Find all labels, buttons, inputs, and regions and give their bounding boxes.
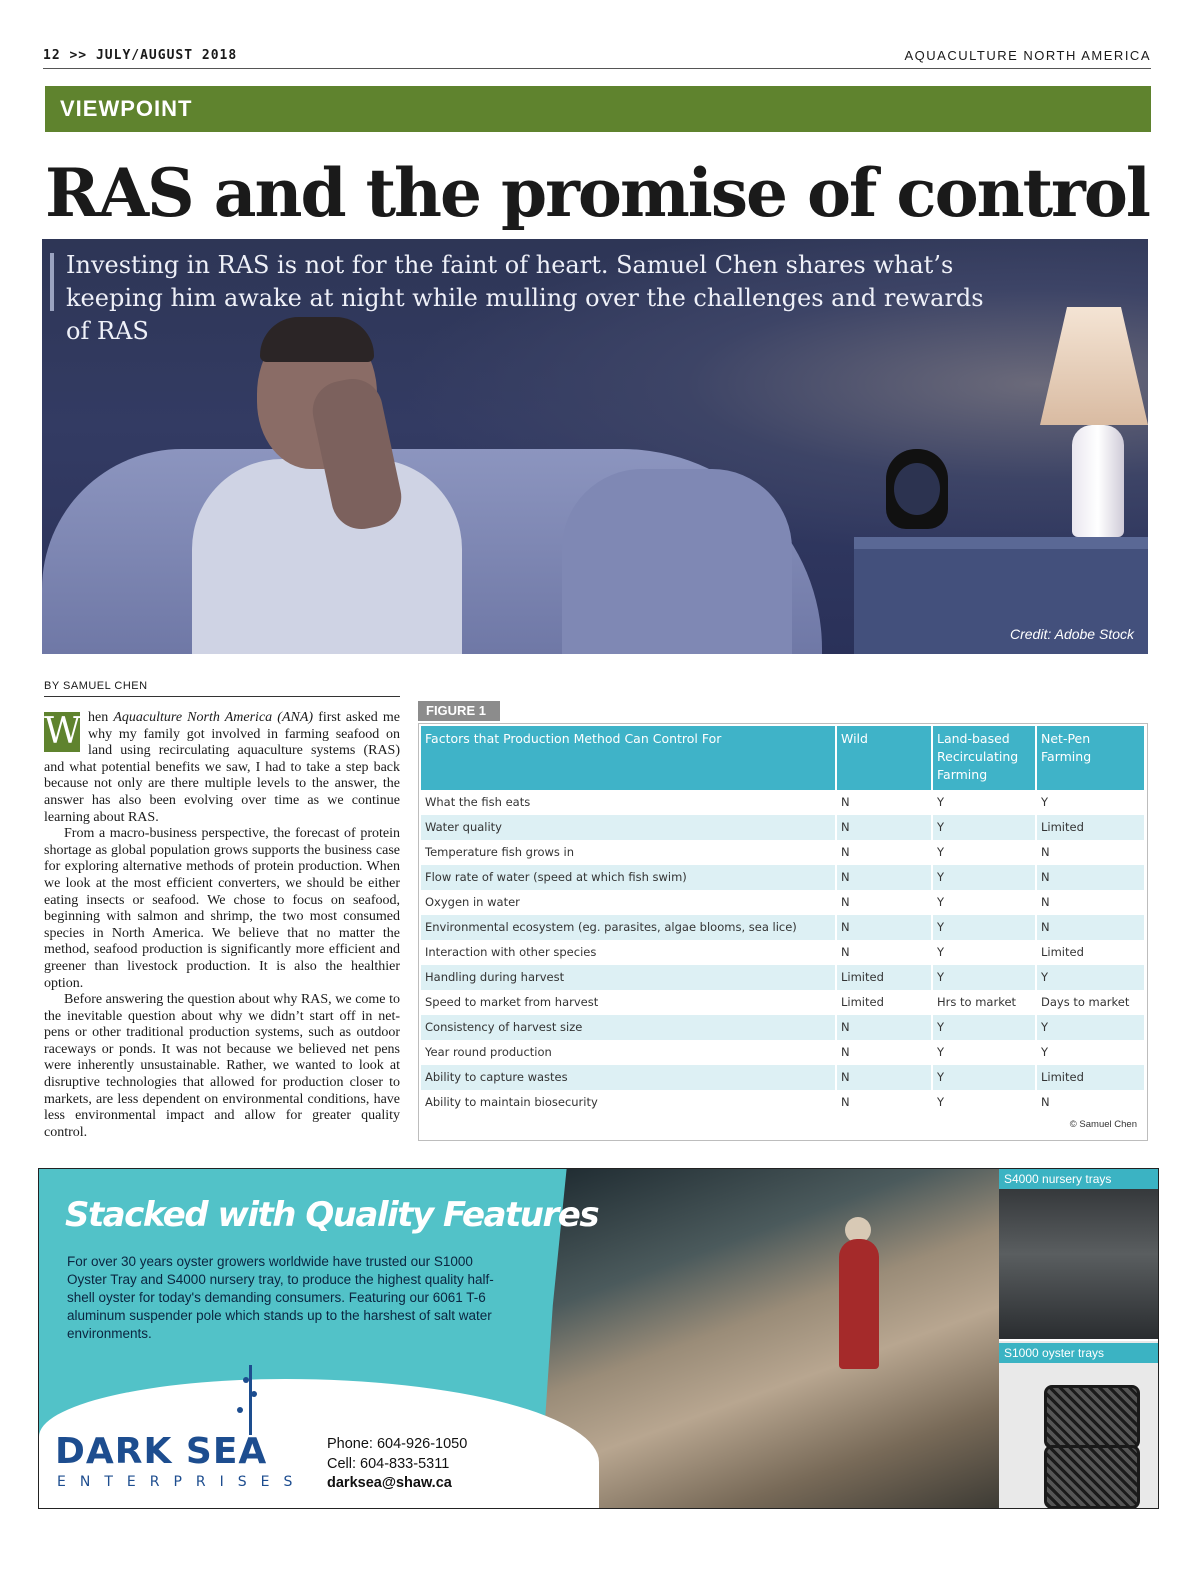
table-cell: Y bbox=[937, 895, 945, 909]
oyster-boat-photo bbox=[539, 1169, 999, 1509]
table-cell: Consistency of harvest size bbox=[421, 1015, 835, 1040]
table-cell: What the fish eats bbox=[425, 795, 531, 809]
table-cell: N bbox=[1037, 915, 1144, 940]
table-row bbox=[421, 790, 1144, 815]
table-header-row bbox=[421, 726, 1144, 790]
table-row bbox=[421, 1015, 1144, 1040]
figure-tag: FIGURE 1 bbox=[418, 701, 500, 721]
table-cell: Y bbox=[937, 795, 945, 809]
table-cell: N bbox=[841, 895, 850, 909]
hero-photo bbox=[42, 239, 1148, 654]
table-cell: Flow rate of water (speed at which fish swim) bbox=[421, 865, 835, 890]
table-cell: N bbox=[841, 1045, 850, 1059]
table-cell: Y bbox=[1037, 1015, 1144, 1040]
table-cell: Y bbox=[933, 915, 1035, 940]
column-header: Wild bbox=[837, 726, 931, 790]
figure-table-box bbox=[418, 723, 1148, 1141]
table-cell: Y bbox=[937, 945, 945, 959]
oyster-trays-label: S1000 oyster trays bbox=[999, 1343, 1159, 1363]
table-cell: N bbox=[841, 1095, 850, 1109]
column-header: Net-Pen Farming bbox=[1037, 726, 1144, 790]
clock-face bbox=[894, 463, 940, 515]
section-banner bbox=[45, 86, 1151, 132]
table-cell: Limited bbox=[1037, 1065, 1144, 1090]
table-cell: Y bbox=[933, 1015, 1035, 1040]
table-cell: N bbox=[1041, 895, 1050, 909]
article-deck: Investing in RAS is not for the faint of heart. Samuel Chen shares what’s keeping him awake at night while mulling over the challenges and rewards of RAS bbox=[66, 251, 984, 345]
logo-dot-icon bbox=[243, 1377, 249, 1383]
publication-reference: Aquaculture North America (ANA) bbox=[113, 710, 314, 725]
dropcap: W bbox=[44, 711, 82, 752]
nursery-trays-photo bbox=[999, 1169, 1159, 1339]
table-row bbox=[421, 840, 1144, 865]
table-cell: Y bbox=[1041, 1045, 1049, 1059]
table-cell: Days to market bbox=[1041, 995, 1130, 1009]
product-panel bbox=[999, 1169, 1159, 1509]
table-cell: N bbox=[841, 795, 850, 809]
table-cell: N bbox=[1041, 1095, 1050, 1109]
table-cell: N bbox=[841, 845, 850, 859]
man-body-shape bbox=[192, 459, 462, 654]
table-cell: Handling during harvest bbox=[421, 965, 835, 990]
table-row bbox=[421, 1090, 1144, 1115]
table-cell: N bbox=[837, 865, 931, 890]
figure-credit: © Samuel Chen bbox=[1069, 1119, 1137, 1130]
email-address: darksea@shaw.ca bbox=[327, 1475, 452, 1491]
company-logo: DARK SEA bbox=[55, 1431, 268, 1472]
table-cell: N bbox=[837, 1065, 931, 1090]
table-cell: Interaction with other species bbox=[425, 945, 597, 959]
table-row bbox=[421, 940, 1144, 965]
company-logo-subtitle: ENTERPRISES bbox=[57, 1474, 307, 1490]
table-cell: Y bbox=[937, 845, 945, 859]
oyster-trays-photo bbox=[999, 1341, 1159, 1509]
nursery-trays-label: S4000 nursery trays bbox=[999, 1169, 1159, 1189]
advertisement bbox=[38, 1168, 1159, 1509]
table-row bbox=[421, 865, 1144, 890]
cell-number: Cell: 604-833-5311 bbox=[327, 1455, 450, 1472]
phone-number: Phone: 604-926-1050 bbox=[327, 1436, 468, 1452]
table-cell: Y bbox=[933, 1065, 1035, 1090]
worker-shape bbox=[839, 1239, 879, 1369]
table-cell: Y bbox=[933, 865, 1035, 890]
comparison-table bbox=[419, 726, 1146, 1115]
table-cell: Oxygen in water bbox=[425, 895, 520, 909]
logo-dot-icon bbox=[251, 1391, 257, 1397]
section-label: VIEWPOINT bbox=[60, 96, 193, 121]
table-row bbox=[421, 1040, 1144, 1065]
table-cell: Limited bbox=[1041, 945, 1084, 959]
table-cell: Limited bbox=[837, 965, 931, 990]
publication-name: AQUACULTURE NORTH AMERICA bbox=[904, 48, 1151, 63]
logo-mast-icon bbox=[249, 1365, 252, 1435]
table-cell: Y bbox=[937, 1095, 945, 1109]
page-header bbox=[43, 48, 1151, 69]
deck-rule bbox=[50, 253, 54, 311]
table-row bbox=[421, 890, 1144, 915]
table-cell: N bbox=[841, 945, 850, 959]
paragraph-1-rest: first asked me why my family got involved in farming seafood on land using recirculating aquaculture systems (RAS) and what potential benefits we saw, I had to take a step back because not only are there multiple levels to the answer, the answer has also been evolving over time as we continue learning about RAS. bbox=[44, 710, 401, 825]
table-cell: Y bbox=[933, 965, 1035, 990]
article-body bbox=[44, 710, 400, 1141]
column-header: Factors that Production Method Can Control For bbox=[421, 726, 835, 790]
article-headline: RAS and the promise of control bbox=[45, 154, 1149, 232]
table-cell: Ability to maintain biosecurity bbox=[425, 1095, 598, 1109]
ad-title: Stacked with Quality Features bbox=[65, 1195, 599, 1235]
column-header: Land-based Recirculating Farming bbox=[933, 726, 1035, 790]
ad-copy: For over 30 years oyster growers worldwide have trusted our S1000 Oyster Tray and S4000 nursery tray, to produce the highest quality half-shell oyster for today's demanding consumers. Featuring our 6061 T-6 aluminum suspender pole which stands up to the harshest of salt water environments. bbox=[67, 1254, 494, 1341]
table-row bbox=[421, 1065, 1144, 1090]
table-cell: Temperature fish grows in bbox=[425, 845, 575, 859]
paragraph-1-start: hen bbox=[88, 710, 114, 725]
photo-credit: Credit: Adobe Stock bbox=[1010, 626, 1134, 642]
byline: BY SAMUEL CHEN bbox=[44, 680, 400, 697]
paragraph-2: From a macro-business perspective, the forecast of protein shortage as global population grows supports the business case for exploring alternative methods of protein production. When we look at the most efficient converters, we should be either eating insects or seafood. We chose to focus on seafood, beginning with salmon and shrimp, the two most consumed species in North America. We believe that no matter the method, seafood production is significantly more efficient and greener than livestock production. It is also the healthier option. bbox=[44, 826, 400, 991]
table-cell: N bbox=[837, 1015, 931, 1040]
table-cell: Water quality bbox=[421, 815, 835, 840]
table-cell: Hrs to market bbox=[937, 995, 1017, 1009]
sofa-arm-shape bbox=[562, 469, 792, 654]
table-row bbox=[421, 990, 1144, 1015]
oyster-tray-icon bbox=[1044, 1445, 1140, 1509]
table-cell: Y bbox=[1041, 795, 1049, 809]
table-row bbox=[421, 815, 1144, 840]
table-cell: N bbox=[837, 915, 931, 940]
lamp-shade bbox=[1040, 307, 1148, 425]
logo-dot-icon bbox=[237, 1407, 243, 1413]
table-cell: Y bbox=[937, 1045, 945, 1059]
table-cell: N bbox=[837, 815, 931, 840]
table-cell: Year round production bbox=[425, 1045, 552, 1059]
table-row bbox=[421, 915, 1144, 940]
table-cell: Limited bbox=[1037, 815, 1144, 840]
oyster-tray-icon bbox=[1044, 1385, 1140, 1449]
page-folio: 12 >> JULY/AUGUST 2018 bbox=[43, 48, 238, 63]
table-cell: Ability to capture wastes bbox=[421, 1065, 835, 1090]
table-cell: Speed to market from harvest bbox=[425, 995, 599, 1009]
table-cell: Limited bbox=[841, 995, 884, 1009]
table-cell: Y bbox=[1037, 965, 1144, 990]
paragraph-1 bbox=[44, 710, 400, 826]
table-cell: N bbox=[1041, 845, 1050, 859]
paragraph-3: Before answering the question about why RAS, we come to the inevitable question about why we didn’t start off in net-pens or other traditional production systems, such as outdoor raceways or ponds. It was not because we believed net pens were inherently unsustainable. Rather, we wanted to look at disruptive technologies that allowed for production closer to markets, are less dependent on environmental conditions, have less environmental impact and allow for greater quality control. bbox=[44, 992, 400, 1140]
table-row bbox=[421, 965, 1144, 990]
table-cell: N bbox=[1037, 865, 1144, 890]
table-cell: Environmental ecosystem (eg. parasites, algae blooms, sea lice) bbox=[421, 915, 835, 940]
lamp-base bbox=[1072, 425, 1124, 537]
ad-contact bbox=[327, 1435, 467, 1494]
table-cell: Y bbox=[933, 815, 1035, 840]
table-body bbox=[421, 790, 1144, 1115]
